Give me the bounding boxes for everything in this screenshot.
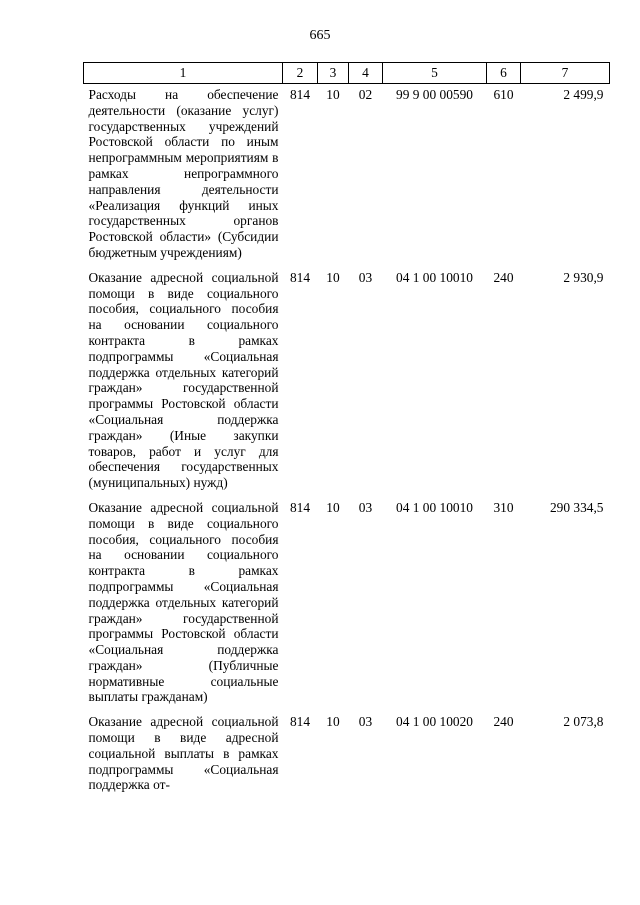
table-row: [84, 84, 610, 267]
row-subsection-code: 03: [358, 269, 373, 285]
row-amount: 290 334,5: [549, 499, 604, 515]
budget-table: [83, 62, 610, 799]
row-section-code: 10: [326, 87, 340, 102]
table-body: [84, 84, 610, 800]
row-ministry-code: 814: [289, 87, 311, 102]
row-target-article: 99 9 00 00590: [396, 87, 473, 102]
row-section-code: 10: [326, 714, 340, 730]
header-col-4: 4: [349, 63, 383, 84]
header-col-2: 2: [283, 63, 318, 84]
header-col-5: 5: [383, 63, 487, 84]
row-ministry-code: 814: [289, 499, 311, 515]
row-amount: 2 073,8: [563, 714, 604, 730]
row-subsection-code: 02: [358, 87, 373, 102]
row-description: Оказание адресной социальной помощи в виде адресной социальной выплаты в рамках подпрограммы «Социальная поддержка от-: [88, 714, 279, 793]
table-row: [84, 267, 610, 497]
table-header: [84, 63, 610, 84]
row-expense-type: 240: [493, 269, 514, 285]
header-col-7: 7: [521, 63, 610, 84]
row-section-code: 10: [326, 499, 340, 515]
row-description: Оказание адресной социальной помощи в виде социального пособия, социального пособия на основании социального контракта в рамках подпрограммы «Социальная поддержка отдельных категорий граждан» государственной программы Ростовской области «Социальная поддержка граждан» (Иные закупки товаров, работ и услуг для обеспечения государственных (муниципальных) нужд): [88, 269, 279, 491]
table-row: [84, 497, 610, 711]
row-section-code: 10: [326, 269, 340, 285]
header-col-1: 1: [84, 63, 283, 84]
row-expense-type: 610: [493, 87, 514, 102]
row-ministry-code: 814: [289, 714, 311, 730]
row-target-article: 04 1 00 10010: [396, 499, 473, 515]
row-subsection-code: 03: [358, 499, 373, 515]
row-target-article: 04 1 00 10020: [396, 714, 473, 730]
row-description: Расходы на обеспечение деятельности (оказание услуг) государственных учреждений Ростовской области по иным непрограммным мероприятиям в рамках непрограммного направления деятельности «Реализация функций иных государственных органов Ростовской области» (Субсидии бюджетным учреждениям): [88, 87, 279, 260]
header-row: [84, 63, 610, 84]
row-target-article: 04 1 00 10010: [396, 269, 473, 285]
row-amount: 2 499,9: [563, 87, 604, 102]
page-number: 665: [309, 28, 331, 43]
row-description: Оказание адресной социальной помощи в виде социального пособия, социального пособия на основании социального контракта в рамках подпрограммы «Социальная поддержка отдельных категорий граждан» государственной программы Ростовской области «Социальная поддержка граждан» (Публичные нормативные социальные выплаты гражданам): [88, 499, 279, 705]
row-expense-type: 240: [493, 714, 514, 730]
header-col-6: 6: [487, 63, 521, 84]
header-col-3: 3: [318, 63, 349, 84]
row-subsection-code: 03: [358, 714, 373, 730]
row-ministry-code: 814: [289, 269, 311, 285]
row-expense-type: 310: [493, 499, 514, 515]
table-row: [84, 711, 610, 799]
row-amount: 2 930,9: [563, 269, 604, 285]
